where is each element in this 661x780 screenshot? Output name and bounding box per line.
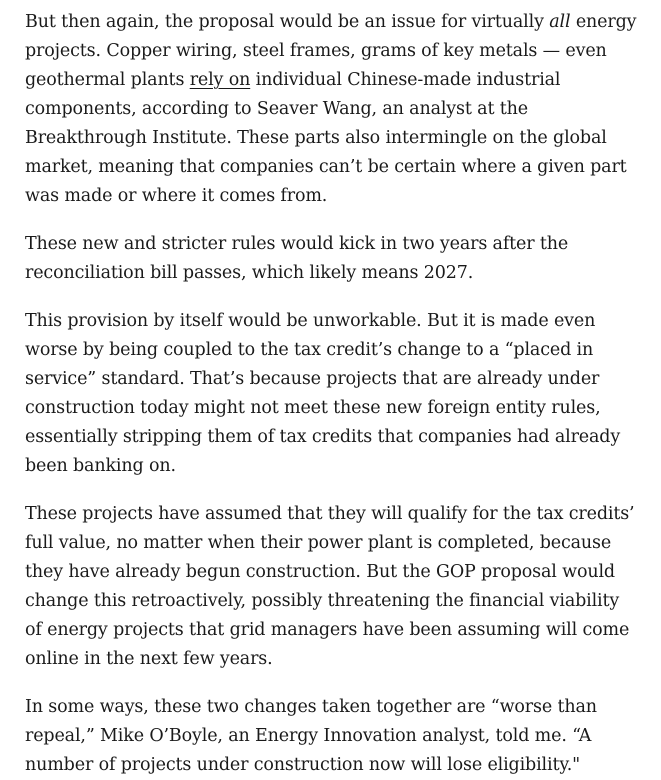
paragraph-1 xyxy=(25,8,641,211)
paragraph-text: This provision by itself would be unworkable. But it is made even worse by being coupled to the tax credit’s change to a “placed in service” standard. That’s because projects that are already under construction today might not meet these new foreign entity rules, essentially stripping them of tax credits that companies had already been banking on. xyxy=(25,311,621,476)
paragraph-text: individual Chinese-made industrial components, according to Seaver Wang, an analyst at the Breakthrough Institute. These parts also intermingle on the global market, meaning that companies can’t be certain where a given part was made or where it comes from. xyxy=(25,70,627,206)
paragraph-4 xyxy=(25,500,641,674)
paragraph-2 xyxy=(25,230,641,288)
paragraph-text: But then again, the proposal would be an issue for virtually xyxy=(25,12,550,32)
paragraph-text: These projects have assumed that they will qualify for the tax credits’ full value, no matter when their power plant is completed, because they have already begun construction. But the GOP proposal would change this retroactively, possibly threatening the financial viability of energy projects that grid managers have been assuming will come online in the next few years. xyxy=(25,504,635,669)
paragraph-5 xyxy=(25,693,641,780)
emphasis-text: all xyxy=(549,12,571,32)
paragraph-text: These new and stricter rules would kick in two years after the reconciliation bill passes, which likely means 2027. xyxy=(25,234,569,283)
paragraph-text: energy projects. Copper wiring, steel frames, grams of key metals — even geothermal plants xyxy=(25,12,637,90)
rely-on-link[interactable]: rely on xyxy=(189,70,251,90)
paragraph-text: In some ways, these two changes taken together are “worse than repeal,” Mike O’Boyle, an Energy Innovation analyst, told me. “A number of projects under construction now will lose eligibility." xyxy=(25,697,597,775)
paragraph-3 xyxy=(25,307,641,481)
